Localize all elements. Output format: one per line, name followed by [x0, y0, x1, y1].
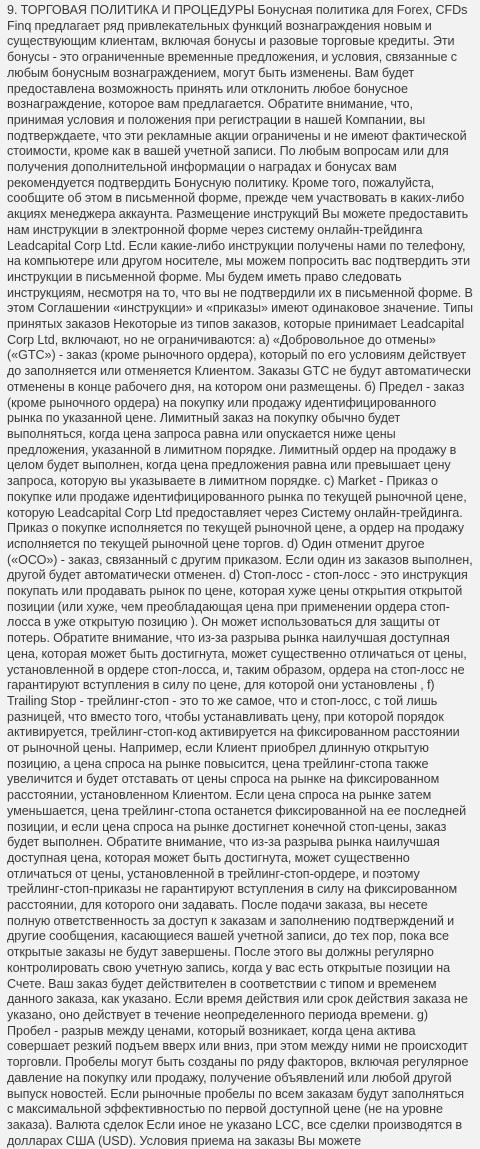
- document-body-text: 9. ТОРГОВАЯ ПОЛИТИКА И ПРОЦЕДУРЫ Бонусная политика для Forex, CFDs Finq предлагает ряд привлекательных функций вознаграждения новым и существующим клиентам, включая бонусы и разовые торговые кредиты. Эти бонусы - это ограниченные временные предложения, и условия, связанные с любым бонусным вознаграждением, могут быть изменены. Вам будет предоставлена возможность принять или отклонить любое бонусное вознаграждение, которое вам предлагается. Обратите внимание, что, принимая условия и положения при регистрации в нашей Компании, вы подтверждаете, что эти рекламные акции ограничены и не имеют фактической стоимости, кроме как в вашей учетной записи. По любым вопросам или для получения дополнительной информации о наградах и бонусах вам рекомендуется подтвердить Бонусную политику. Кроме того, пожалуйста, сообщите об этом в письменной форме, прежде чем участвовать в каких-либо акциях менеджера аккаунта. Размещение инструкций Вы можете предоставить нам инструкции в электронной форме через систему онлайн-трейдинга Leadcapital Corp Ltd. Если какие-либо инструкции получены нами по телефону, на компьютере или другом носителе, мы можем попросить вас подтвердить эти инструкции в письменной форме. Мы будем иметь право следовать инструкциям, несмотря на то, что вы не подтвердили их в письменной форме. В этом Соглашении «инструкции» и «приказы» имеют одинаковое значение. Типы принятых заказов Некоторые из типов заказов, которые принимает Leadcapital Corp Ltd, включают, но не ограничиваются: а) «Добровольное до отмены» («GTC») - заказ (кроме рыночного ордера), который по его условиям действует до заполняется или отменяется Клиентом. Заказы GTC не будут автоматически отменены в конце рабочего дня, на котором они размещены. б) Предел - заказ (кроме рыночного ордера) на покупку или продажу идентифицированного рынка по указанной цене. Лимитный заказ на покупку обычно будет выполняться, когда цена запроса равна или опускается ниже цены предложения, указанной в лимитном порядке. Лимитный ордер на продажу в целом будет выполнен, когда цена предложения равна или превышает цену запроса, которую вы указываете в лимитном порядке. с) Market - Приказ о покупке или продаже идентифицированного рынка по текущей рыночной цене, которую Leadcapital Corp Ltd предоставляет через Систему онлайн-трейдинга. Приказ о покупке исполняется по текущей рыночной цене, а ордер на продажу исполняется по текущей рыночной цене торгов. d) Один отменит другое («ОСО») - заказ, связанный с другим приказом. Если один из заказов выполнен, другой будет автоматически отменен. d) Стоп-лосс - стоп-лосс - это инструкция покупать или продавать рынок по цене, которая хуже цены открытия открытой позиции (или хуже, чем преобладающая цена при применении ордера стоп-лосса в уже открытую позицию ). Он может использоваться для защиты от потерь. Обратите внимание, что из-за разрыва рынка наилучшая доступная цена, которая может быть достигнута, может существенно отличаться от цены, установленной в ордере стоп-лосса, и, таким образом, ордера на стоп-лосс не гарантируют вступления в силу по цене, для которой они установлены , f) Trailing Stop - трейлинг-стоп - это то же самое, что и стоп-лосс, с той лишь разницей, что вместо того, чтобы устанавливать цену, при которой порядок активируется, трейлинг-стоп-код активируется на фиксированном расстоянии от рыночной цены. Например, если Клиент приобрел длинную открытую позицию, а цена спроса на рынке повысится, цена трейлинг-стопа также увеличится и будет отставать от цены спроса на рынке на фиксированном расстоянии, установленном Клиентом. Если цена спроса на рынке затем уменьшается, цена трейлинг-стопа останется фиксированной на ее последней позиции, и если цена спроса на рынке достигнет конечной стоп-цены, заказ будет выполнен. Обратите внимание, что из-за разрыва рынка наилучшая доступная цена, которая может быть достигнута, может существенно отличаться от цены, установленной в трейлинг-стоп-ордере, и поэтому трейлинг-стоп-приказы не гарантируют вступления в силу на фиксированном расстоянии, для которого они задавать. После подачи заказа, вы несете полную ответственность за доступ к заказам и заполнению подтверждений и другие сообщения, касающиеся вашей учетной записи, до тех пор, пока все открытые заказы не будут завершены. После этого вы должны регулярно контролировать свою учетную запись, когда у вас есть открытые позиции на Счете. Ваш заказ будет действителен в соответствии с типом и временем данного заказа, как указано. Если время действия или срок действия заказа не указано, оно действует в течение неопределенного периода времени. g) Пробел - разрыв между ценами, который возникает, когда цена актива совершает резкий подъем вверх или вниз, при этом между ними не происходит торговли. Пробелы могут быть созданы по ряду факторов, включая регулярное давление на покупку или продажу, получение объявлений или любой другой выпуск новостей. Если рыночные пробелы по всем заказам будут заполняться с максимальной эффективностью по первой доступной цене (не на уровне заказа). Валюта сделок Если иное не указано LCC, все сделки производятся в долларах США (USD). Условия приема на заказы Вы можете: [7, 3, 473, 1148]
